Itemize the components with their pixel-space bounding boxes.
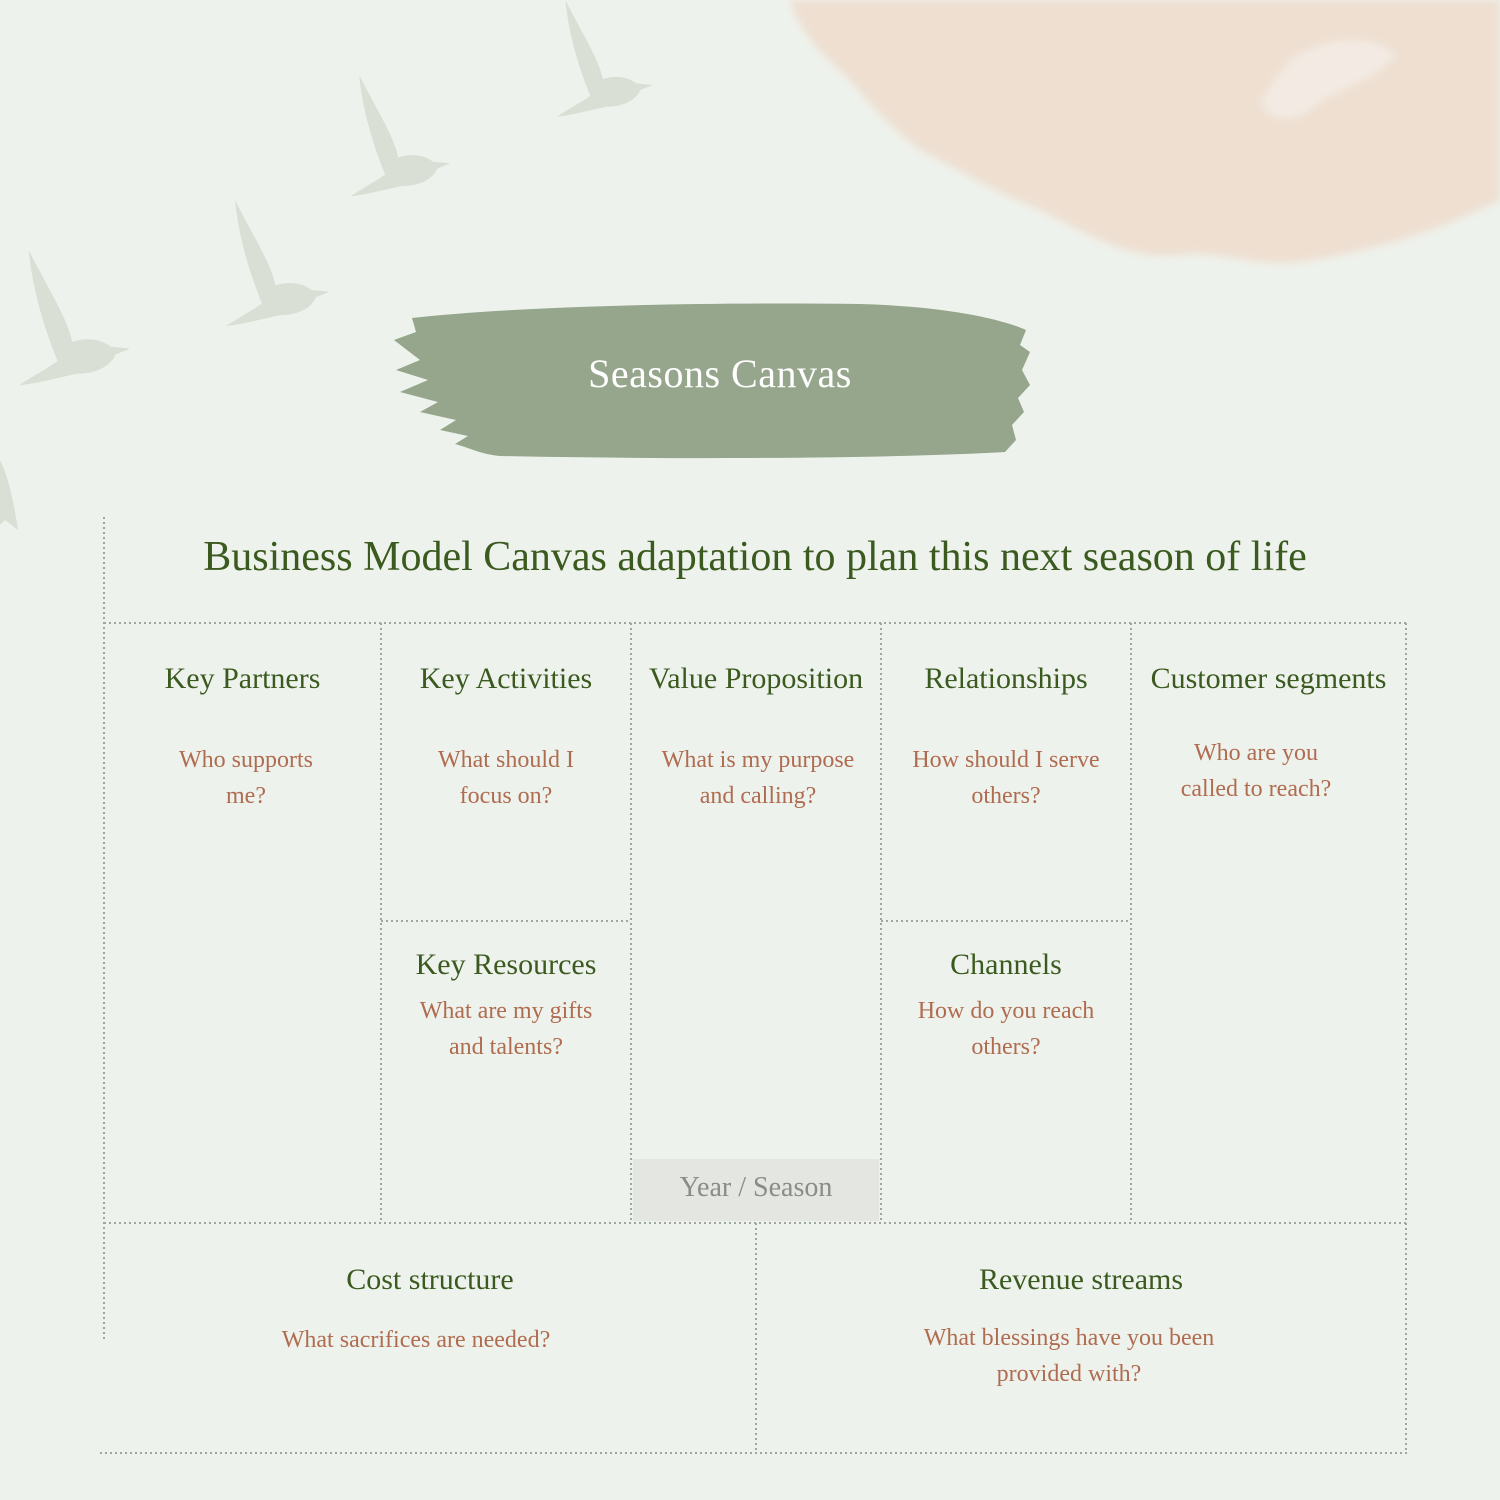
relationships-heading: Relationships	[924, 662, 1088, 695]
page-title: Seasons Canvas	[588, 351, 852, 396]
key-partners-heading: Key Partners	[164, 662, 321, 695]
revenue-streams-heading: Revenue streams	[978, 1263, 1184, 1296]
customer-segments-question: Who are you called to reach?	[1180, 740, 1332, 802]
value-proposition-heading: Value Proposition	[648, 662, 864, 695]
key-partners-question: Who supports me?	[179, 747, 313, 809]
channels-question: How do you reach others?	[917, 998, 1095, 1060]
watercolor-blot	[790, 0, 1500, 263]
canvas-subtitle: Business Model Canvas adaptation to plan this next season of life	[203, 534, 1307, 580]
customer-segments-heading: Customer segments	[1150, 662, 1387, 695]
relationships-question: How should I serve others?	[912, 747, 1100, 809]
key-activities-heading: Key Activities	[419, 662, 593, 695]
canvas-grid	[100, 517, 1408, 1453]
year-season-label: Year / Season	[679, 1172, 833, 1203]
key-activities-question: What should I focus on?	[438, 747, 574, 809]
revenue-streams-question: What blessings have you been provided with?	[923, 1325, 1215, 1387]
key-resources-heading: Key Resources	[415, 948, 597, 981]
cost-structure-heading: Cost structure	[346, 1263, 514, 1296]
channels-heading: Channels	[950, 948, 1062, 981]
cost-structure-question: What sacrifices are needed?	[281, 1327, 551, 1353]
value-proposition-question: What is my purpose and calling?	[661, 747, 855, 809]
key-resources-question: What are my gifts and talents?	[419, 998, 593, 1060]
